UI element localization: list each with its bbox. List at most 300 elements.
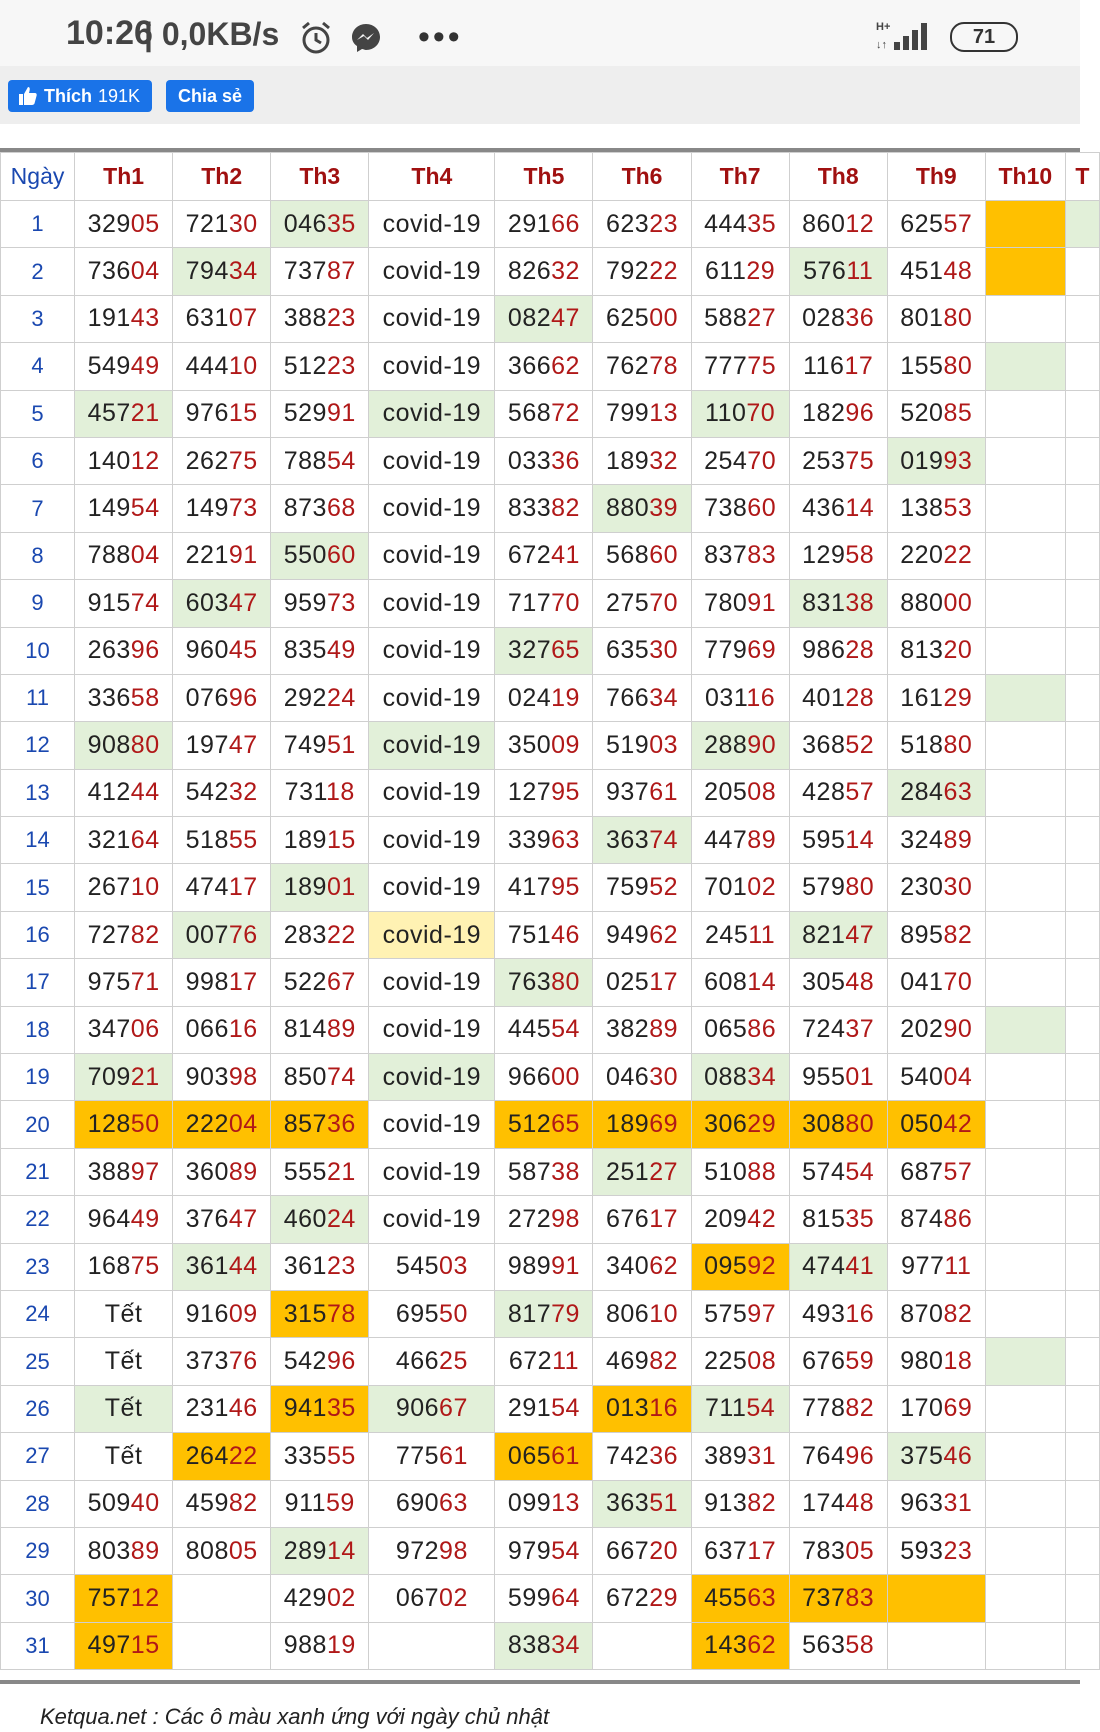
column-header-month: Th7: [691, 153, 789, 201]
result-cell: 52267: [271, 959, 369, 1006]
table-row: [1, 248, 1100, 295]
result-cell: 16129: [887, 674, 985, 721]
result-cell: 00776: [173, 911, 271, 958]
result-cell: 45721: [75, 390, 173, 437]
result-cell: 06561: [495, 1433, 593, 1480]
result-cell: 33963: [495, 817, 593, 864]
day-cell: 22: [1, 1196, 75, 1243]
result-cell: 11617: [789, 343, 887, 390]
result-cell: 76496: [789, 1433, 887, 1480]
more-dots-icon: •••: [418, 18, 463, 56]
result-cell: 79913: [593, 390, 691, 437]
result-cell: 75952: [593, 864, 691, 911]
result-cell: covid-19: [369, 437, 495, 484]
result-cell: 70102: [691, 864, 789, 911]
day-cell: 3: [1, 295, 75, 342]
day-cell: 6: [1, 437, 75, 484]
table-row: [1, 485, 1100, 532]
result-cell: [985, 390, 1065, 437]
day-cell: 21: [1, 1148, 75, 1195]
result-cell: [985, 201, 1065, 248]
result-cell: 70921: [75, 1054, 173, 1101]
result-cell: [985, 1196, 1065, 1243]
table-row: [1, 1148, 1100, 1195]
result-cell: 54949: [75, 343, 173, 390]
result-cell: 51903: [593, 722, 691, 769]
result-cell: 04635: [271, 201, 369, 248]
result-cell: [985, 248, 1065, 295]
result-cell: covid-19: [369, 201, 495, 248]
result-cell: 42902: [271, 1575, 369, 1622]
table-row: [1, 1575, 1100, 1622]
result-cell: 85736: [271, 1101, 369, 1148]
result-cell: [1065, 1006, 1099, 1053]
result-cell: [1065, 1196, 1099, 1243]
table-row: [1, 817, 1100, 864]
result-cell: [887, 1622, 985, 1669]
result-cell: 28914: [271, 1527, 369, 1574]
day-cell: 26: [1, 1385, 75, 1432]
table-row: [1, 390, 1100, 437]
result-cell: 44435: [691, 201, 789, 248]
result-cell: 67211: [495, 1338, 593, 1385]
result-cell: [985, 532, 1065, 579]
result-cell: 87486: [887, 1196, 985, 1243]
result-cell: 82147: [789, 911, 887, 958]
result-cell: 83834: [495, 1622, 593, 1669]
svg-text:H+: H+: [876, 21, 891, 33]
result-cell: covid-19: [369, 390, 495, 437]
result-cell: 44789: [691, 817, 789, 864]
result-cell: 88039: [593, 485, 691, 532]
result-cell: 78804: [75, 532, 173, 579]
result-cell: [1065, 864, 1099, 911]
result-cell: 82632: [495, 248, 593, 295]
table-row: [1, 295, 1100, 342]
result-cell: 36351: [593, 1480, 691, 1527]
table-row: [1, 959, 1100, 1006]
result-cell: 97298: [369, 1527, 495, 1574]
result-cell: 18932: [593, 437, 691, 484]
result-cell: 98991: [495, 1243, 593, 1290]
result-cell: 96449: [75, 1196, 173, 1243]
result-cell: 95501: [789, 1054, 887, 1101]
result-cell: 04630: [593, 1054, 691, 1101]
table-header-row: [1, 153, 1100, 201]
result-cell: 72130: [173, 201, 271, 248]
day-cell: 11: [1, 674, 75, 721]
result-cell: 02419: [495, 674, 593, 721]
result-cell: [985, 911, 1065, 958]
result-cell: 99817: [173, 959, 271, 1006]
result-cell: 46024: [271, 1196, 369, 1243]
svg-text:↓↑: ↓↑: [876, 39, 887, 51]
result-cell: 19747: [173, 722, 271, 769]
result-cell: 30629: [691, 1101, 789, 1148]
table-row: [1, 1243, 1100, 1290]
result-cell: 67229: [593, 1575, 691, 1622]
result-cell: 81320: [887, 627, 985, 674]
result-cell: [887, 1575, 985, 1622]
result-cell: 44554: [495, 1006, 593, 1053]
result-cell: [985, 722, 1065, 769]
result-cell: 07696: [173, 674, 271, 721]
result-cell: 28890: [691, 722, 789, 769]
result-cell: 24511: [691, 911, 789, 958]
result-cell: 77969: [691, 627, 789, 674]
result-cell: 73604: [75, 248, 173, 295]
result-cell: 49316: [789, 1290, 887, 1337]
result-cell: 72437: [789, 1006, 887, 1053]
result-cell: 78305: [789, 1527, 887, 1574]
result-cell: [1065, 959, 1099, 1006]
result-cell: 91159: [271, 1480, 369, 1527]
result-cell: 26422: [173, 1433, 271, 1480]
result-cell: 46625: [369, 1338, 495, 1385]
result-cell: [1065, 674, 1099, 721]
result-cell: 20508: [691, 769, 789, 816]
status-bar: [0, 0, 1080, 66]
result-cell: Tết: [75, 1290, 173, 1337]
share-button[interactable]: Chia sẻ: [166, 80, 254, 112]
result-cell: 81489: [271, 1006, 369, 1053]
day-cell: 23: [1, 1243, 75, 1290]
result-cell: 19143: [75, 295, 173, 342]
result-cell: 37647: [173, 1196, 271, 1243]
result-cell: 03116: [691, 674, 789, 721]
result-cell: [1065, 532, 1099, 579]
result-cell: 86012: [789, 201, 887, 248]
result-cell: 78854: [271, 437, 369, 484]
result-cell: covid-19: [369, 959, 495, 1006]
result-cell: [985, 1101, 1065, 1148]
result-cell: 73787: [271, 248, 369, 295]
result-cell: 25470: [691, 437, 789, 484]
day-cell: 17: [1, 959, 75, 1006]
result-cell: 01316: [593, 1385, 691, 1432]
result-cell: covid-19: [369, 580, 495, 627]
result-cell: 04170: [887, 959, 985, 1006]
result-cell: 08834: [691, 1054, 789, 1101]
day-cell: 27: [1, 1433, 75, 1480]
result-cell: 23030: [887, 864, 985, 911]
result-cell: 40128: [789, 674, 887, 721]
result-cell: 18969: [593, 1101, 691, 1148]
result-cell: 32905: [75, 201, 173, 248]
result-cell: [1065, 1433, 1099, 1480]
result-cell: 26275: [173, 437, 271, 484]
result-cell: 80389: [75, 1527, 173, 1574]
result-cell: [1065, 1148, 1099, 1195]
result-cell: 33658: [75, 674, 173, 721]
result-cell: covid-19: [369, 295, 495, 342]
result-cell: 36089: [173, 1148, 271, 1195]
result-cell: [1065, 1290, 1099, 1337]
table-row: [1, 1290, 1100, 1337]
result-cell: [985, 674, 1065, 721]
result-cell: covid-19: [369, 1006, 495, 1053]
like-button[interactable]: [8, 80, 152, 112]
result-cell: [1065, 1527, 1099, 1574]
result-cell: 56358: [789, 1622, 887, 1669]
result-cell: 05042: [887, 1101, 985, 1148]
result-cell: 47417: [173, 864, 271, 911]
signal-icon: [876, 18, 934, 52]
result-cell: 96600: [495, 1054, 593, 1101]
table-row: [1, 911, 1100, 958]
result-cell: 41244: [75, 769, 173, 816]
result-cell: [1065, 485, 1099, 532]
result-cell: [985, 437, 1065, 484]
result-cell: 06702: [369, 1575, 495, 1622]
result-cell: 97571: [75, 959, 173, 1006]
result-cell: 89582: [887, 911, 985, 958]
result-cell: 60814: [691, 959, 789, 1006]
table-row: [1, 1196, 1100, 1243]
result-cell: 74951: [271, 722, 369, 769]
result-cell: [985, 1148, 1065, 1195]
result-cell: 91609: [173, 1290, 271, 1337]
result-cell: 18901: [271, 864, 369, 911]
lottery-results-table: [0, 152, 1100, 1670]
result-cell: 34062: [593, 1243, 691, 1290]
result-cell: 41795: [495, 864, 593, 911]
result-cell: 22022: [887, 532, 985, 579]
result-cell: 76634: [593, 674, 691, 721]
result-cell: [1065, 1101, 1099, 1148]
result-cell: 12850: [75, 1101, 173, 1148]
result-cell: 23146: [173, 1385, 271, 1432]
result-cell: 22204: [173, 1101, 271, 1148]
result-cell: 36662: [495, 343, 593, 390]
result-cell: 49715: [75, 1622, 173, 1669]
result-cell: 56872: [495, 390, 593, 437]
result-cell: 01993: [887, 437, 985, 484]
result-cell: 96331: [887, 1480, 985, 1527]
result-cell: 37546: [887, 1433, 985, 1480]
day-cell: 8: [1, 532, 75, 579]
result-cell: 73118: [271, 769, 369, 816]
result-cell: [1065, 1622, 1099, 1669]
result-cell: 97954: [495, 1527, 593, 1574]
table-row: [1, 343, 1100, 390]
day-cell: 15: [1, 864, 75, 911]
table-row: [1, 1433, 1100, 1480]
result-cell: 78091: [691, 580, 789, 627]
result-cell: 83382: [495, 485, 593, 532]
result-cell: 54232: [173, 769, 271, 816]
result-cell: 08247: [495, 295, 593, 342]
result-cell: 90398: [173, 1054, 271, 1101]
table-row: [1, 769, 1100, 816]
result-cell: 32164: [75, 817, 173, 864]
result-cell: [985, 627, 1065, 674]
day-cell: 1: [1, 201, 75, 248]
result-cell: 26710: [75, 864, 173, 911]
result-cell: 36852: [789, 722, 887, 769]
table-row: [1, 580, 1100, 627]
result-cell: covid-19: [369, 817, 495, 864]
result-cell: 83783: [691, 532, 789, 579]
result-cell: [985, 959, 1065, 1006]
result-cell: 75146: [495, 911, 593, 958]
result-cell: [985, 1054, 1065, 1101]
day-cell: 12: [1, 722, 75, 769]
result-cell: covid-19: [369, 674, 495, 721]
result-cell: Tết: [75, 1338, 173, 1385]
result-cell: 30880: [789, 1101, 887, 1148]
battery-icon: 71: [950, 22, 1018, 52]
result-cell: 51880: [887, 722, 985, 769]
lottery-results-table-container[interactable]: [0, 148, 1090, 1684]
result-cell: 83549: [271, 627, 369, 674]
result-cell: covid-19: [369, 864, 495, 911]
column-header-month: Th2: [173, 153, 271, 201]
result-cell: [1065, 580, 1099, 627]
result-cell: 91574: [75, 580, 173, 627]
result-cell: [985, 1527, 1065, 1574]
result-cell: 35009: [495, 722, 593, 769]
result-cell: [985, 817, 1065, 864]
result-cell: 56860: [593, 532, 691, 579]
result-cell: covid-19: [369, 627, 495, 674]
result-cell: 03336: [495, 437, 593, 484]
day-cell: 7: [1, 485, 75, 532]
column-header-month: Th9: [887, 153, 985, 201]
result-cell: covid-19: [369, 722, 495, 769]
day-cell: 18: [1, 1006, 75, 1053]
result-cell: 66720: [593, 1527, 691, 1574]
result-cell: 77561: [369, 1433, 495, 1480]
result-cell: Tết: [75, 1385, 173, 1432]
result-cell: 42857: [789, 769, 887, 816]
result-cell: 25127: [593, 1148, 691, 1195]
table-row: [1, 1527, 1100, 1574]
result-cell: covid-19: [369, 248, 495, 295]
day-cell: 10: [1, 627, 75, 674]
result-cell: [593, 1622, 691, 1669]
result-cell: [985, 343, 1065, 390]
result-cell: 14362: [691, 1622, 789, 1669]
result-cell: covid-19: [369, 1054, 495, 1101]
result-cell: covid-19: [369, 485, 495, 532]
result-cell: 20290: [887, 1006, 985, 1053]
result-cell: 67617: [593, 1196, 691, 1243]
result-cell: 93761: [593, 769, 691, 816]
table-row: [1, 1622, 1100, 1669]
column-header-month: Th5: [495, 153, 593, 201]
result-cell: [1065, 437, 1099, 484]
result-cell: [985, 1575, 1065, 1622]
result-cell: [985, 1338, 1065, 1385]
result-cell: 09592: [691, 1243, 789, 1290]
result-cell: 98628: [789, 627, 887, 674]
table-row: [1, 1338, 1100, 1385]
result-cell: 46982: [593, 1338, 691, 1385]
column-header-day: Ngày: [1, 153, 75, 201]
table-row: [1, 532, 1100, 579]
result-cell: 15580: [887, 343, 985, 390]
column-header-month: Th6: [593, 153, 691, 201]
result-cell: 80180: [887, 295, 985, 342]
result-cell: 59514: [789, 817, 887, 864]
result-cell: [985, 1433, 1065, 1480]
result-cell: [985, 1480, 1065, 1527]
result-cell: 61129: [691, 248, 789, 295]
result-cell: 59323: [887, 1527, 985, 1574]
result-cell: 87368: [271, 485, 369, 532]
result-cell: 73860: [691, 485, 789, 532]
result-cell: 06586: [691, 1006, 789, 1053]
result-cell: [985, 1243, 1065, 1290]
result-cell: covid-19: [369, 343, 495, 390]
result-cell: 57597: [691, 1290, 789, 1337]
result-cell: [985, 1385, 1065, 1432]
result-cell: 36374: [593, 817, 691, 864]
result-cell: 58738: [495, 1148, 593, 1195]
result-cell: 60347: [173, 580, 271, 627]
result-cell: 38289: [593, 1006, 691, 1053]
result-cell: [1065, 1575, 1099, 1622]
result-cell: 51088: [691, 1148, 789, 1195]
result-cell: 68757: [887, 1148, 985, 1195]
table-row: [1, 627, 1100, 674]
result-cell: 45563: [691, 1575, 789, 1622]
result-cell: 18296: [789, 390, 887, 437]
result-cell: [369, 1622, 495, 1669]
column-header-month: Th4: [369, 153, 495, 201]
result-cell: Tết: [75, 1433, 173, 1480]
facebook-toolbar: [0, 66, 1080, 124]
result-cell: 97615: [173, 390, 271, 437]
result-cell: 36123: [271, 1243, 369, 1290]
result-cell: [1065, 1243, 1099, 1290]
result-cell: 97711: [887, 1243, 985, 1290]
result-cell: 57454: [789, 1148, 887, 1195]
result-cell: 27570: [593, 580, 691, 627]
result-cell: 62500: [593, 295, 691, 342]
status-network-speed: | 0,0KB/s: [144, 16, 280, 52]
result-cell: 29154: [495, 1385, 593, 1432]
result-cell: 11070: [691, 390, 789, 437]
result-cell: [1065, 1054, 1099, 1101]
result-cell: [985, 580, 1065, 627]
day-cell: 2: [1, 248, 75, 295]
day-cell: 25: [1, 1338, 75, 1385]
thumbs-up-icon: [18, 86, 38, 106]
result-cell: 79222: [593, 248, 691, 295]
result-cell: 77882: [789, 1385, 887, 1432]
table-row: [1, 864, 1100, 911]
result-cell: 52085: [887, 390, 985, 437]
result-cell: 62323: [593, 201, 691, 248]
result-cell: [1065, 1338, 1099, 1385]
result-cell: 28322: [271, 911, 369, 958]
result-cell: 75712: [75, 1575, 173, 1622]
table-row: [1, 674, 1100, 721]
result-cell: 88000: [887, 580, 985, 627]
table-row: [1, 201, 1100, 248]
result-cell: 96045: [173, 627, 271, 674]
result-cell: 29166: [495, 201, 593, 248]
result-cell: 30548: [789, 959, 887, 1006]
status-time: 10:26: [66, 14, 153, 52]
result-cell: covid-19: [369, 1196, 495, 1243]
result-cell: 18915: [271, 817, 369, 864]
result-cell: [1065, 627, 1099, 674]
day-cell: 20: [1, 1101, 75, 1148]
result-cell: 32765: [495, 627, 593, 674]
